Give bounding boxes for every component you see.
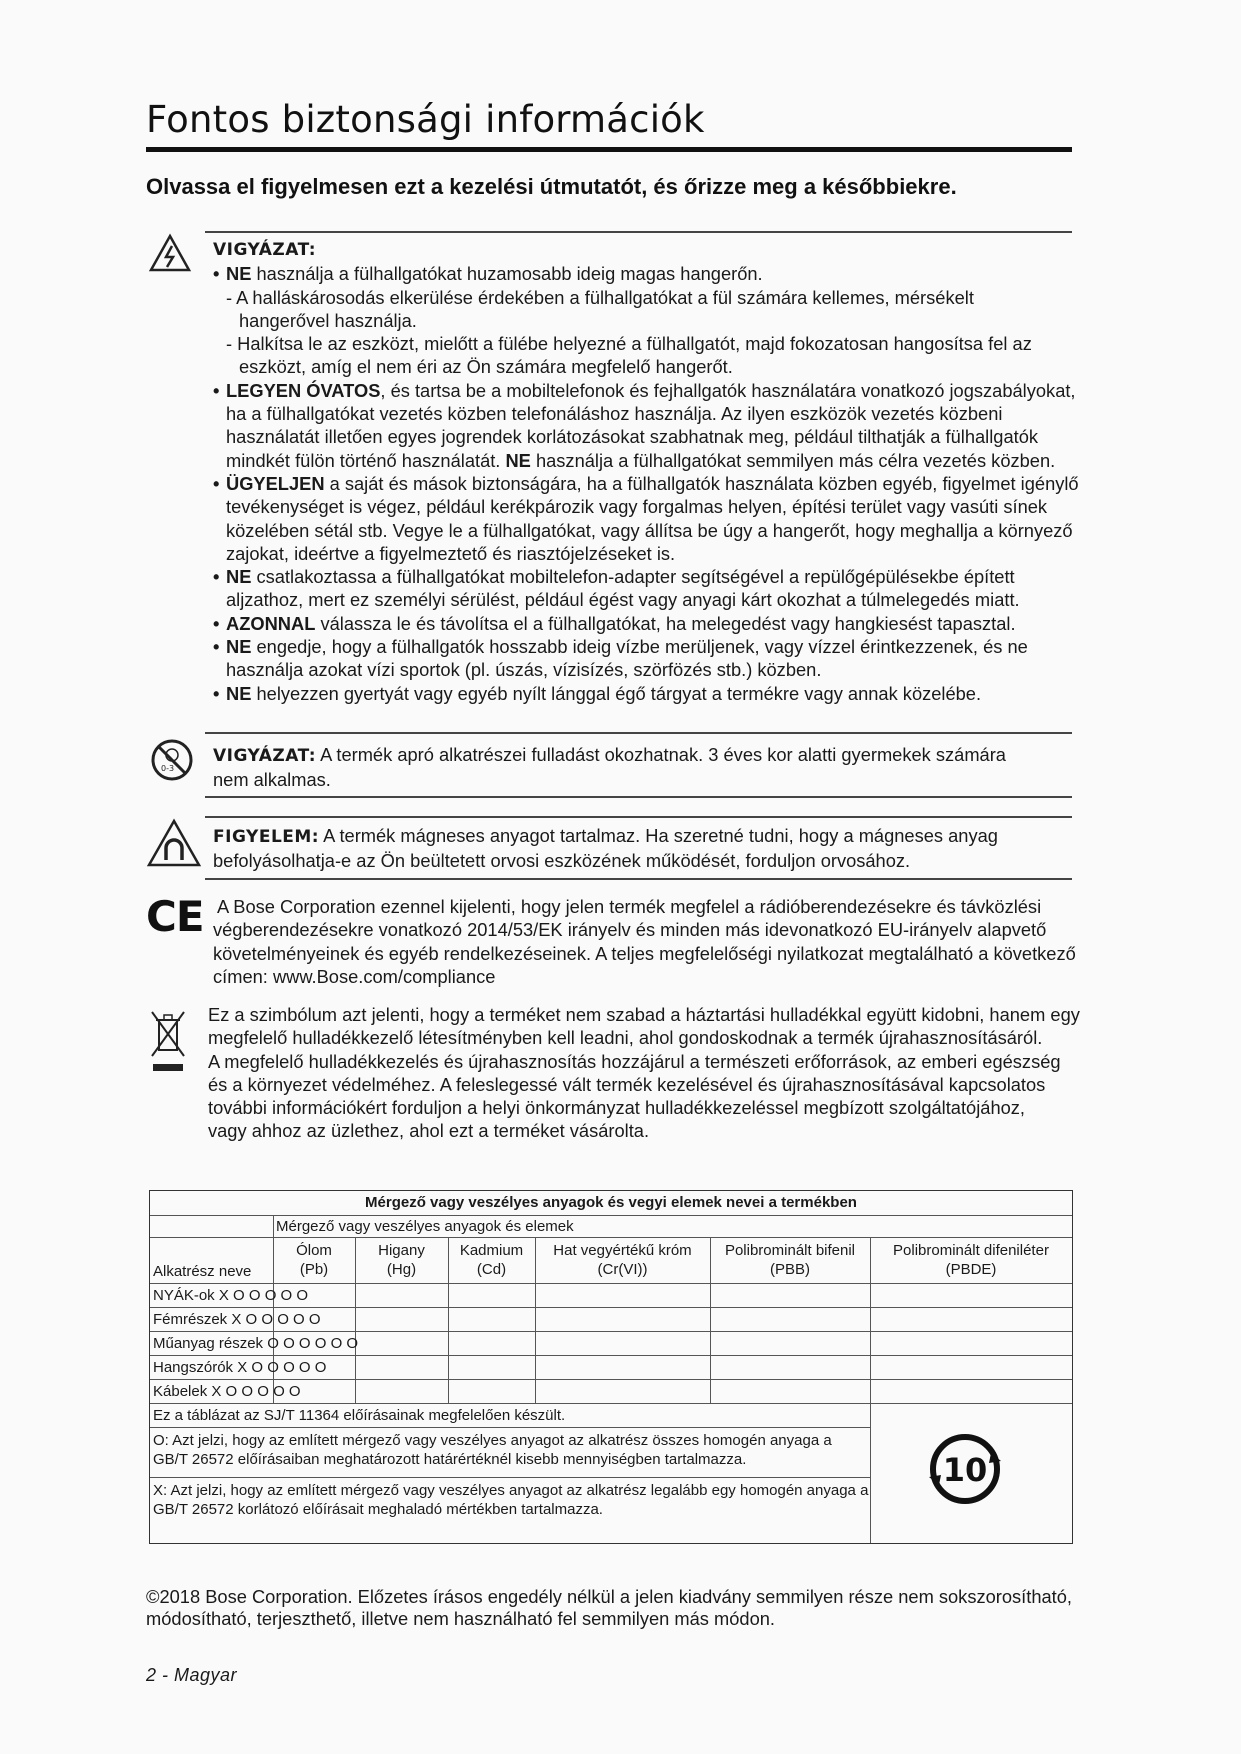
epup-number: 10: [942, 1451, 988, 1489]
copyright-notice: [146, 1586, 1072, 1630]
bullet-text: tevékenységet is végez, például kerékpározik vagy forgalmas helyen, építési terület vagy vasúti sínek: [226, 496, 1048, 518]
bullet-text: a saját és mások biztonságára, ha a fülhallgatók használata közben egyéb, figyelmet igénylő: [324, 472, 1079, 494]
bullet-text: használja a fülhallgatókat huzamosabb ideig magas hangerőn.: [251, 263, 763, 285]
column-header: Ólom (Pb): [296, 1242, 332, 1278]
hazardous-substances-table: [149, 1190, 1073, 1544]
table-row-values: NYÁK-ok X O O O O O: [153, 1287, 309, 1304]
bullet-text: engedje, hogy a fülhallgatók hosszabb ideig vízbe merüljenek, vagy vízzel érintkezzenek, és ne: [251, 636, 1028, 658]
emphasis: NE: [226, 682, 252, 704]
ce-text: követelményeinek és egyéb rendelkezéseinek. A teljes megfelelőségi nyilatkozat megtalálható a következő: [213, 942, 1076, 964]
weee-bin-icon: [149, 1008, 187, 1076]
table-note-o: O: Azt jelzi, hogy az említett mérgező vagy veszélyes anyagot az alkatrész összes homogén anyaga a GB/T 26572 előírásaiban meghatározott határértéknél kisebb mennyiségben tartalmazza.: [153, 1432, 832, 1468]
emphasis: NE: [226, 263, 252, 285]
copyright-text: módosítható, terjeszthető, illetve nem használható fel semmilyen más módon.: [146, 1608, 775, 1629]
copyright-text: ©2018 Bose Corporation. Előzetes írásos engedély nélkül a jelen kiadvány semmilyen része nem sokszorosítható,: [146, 1586, 1072, 1607]
warning-heading: VIGYÁZAT:: [213, 240, 317, 260]
table-row-values: Műanyag részek O O O O O O: [153, 1335, 359, 1352]
caution-text: A termék mágneses anyagot tartalmaz. Ha szeretné tudni, hogy a mágneses anyag: [319, 825, 998, 846]
choking-hazard-icon: [150, 738, 194, 782]
bullet-text: aljzathoz, mert ez személyi sérülést, például égést vagy anyagi kárt okozhat a túlmelegedés miatt.: [226, 589, 1020, 611]
sub-item: - A halláskárosodás elkerülése érdekében a fülhallgatókat a fül számára kellemes, mérsékelt: [226, 286, 974, 308]
weee-text: Ez a szimbólum azt jelenti, hogy a terméket nem szabad a háztartási hulladékkal együtt kidobni, hanem egy: [208, 1004, 1080, 1025]
page-subtitle: Olvassa el figyelmesen ezt a kezelési útmutatót, és őrizze meg a későbbiekre.: [146, 174, 957, 199]
weee-notice: [208, 1003, 1080, 1143]
electric-shock-warning-icon: [148, 233, 192, 273]
bullet-text: válassza le és távolítsa el a fülhallgatókat, ha melegedést vagy hangkiesést tapasztal.: [315, 612, 1016, 634]
table-row-values: Kábelek X O O O O O: [153, 1383, 301, 1400]
page-number: 2 - Magyar: [146, 1665, 238, 1685]
column-header: Higany (Hg): [378, 1242, 425, 1278]
emphasis: NE: [505, 449, 531, 471]
warning-section: VIGYÁZAT: • NE használja a fülhallgatókat huzamosabb ideig magas hangerőn. - A halláskárosodás elkerülése érdekében a fülhallgatókat a fül számára kellemes, mérsékelt hangerővel használja. - Halkítsa le az eszközt, mielőtt a fülébe helyezné a fülhallgatót, majd fokozatosan hangosítsa fel az eszközt, amíg el nem éri az Ön számára megfelelő hangerőt. • LEGYEN ÓVATOS, és tartsa be a mobiltelefonok és fejhallgatók használatára vonatkozó jogszabályokat, ha a fülhallgatókat vezetés közben telefonáláshoz használja. Az ilyen eszközök vezetés közbeni használatát illetően egyes jogrendek korlátozásokat szabhatnak meg, például tilthatják a fülhallgatók mindkét fülön történő használatát. NE használja a fülhallgatókat semmilyen más célra vezetés közben. • ÜGYELJEN a saját és mások biztonságára, ha a fülhallgatók használata közben egyéb, figyelmet igénylő tevékenységet is végez, például kerékpározik vagy forgalmas helyen, építési terület vagy vasúti sínek közelében sétál stb. Vegye le a fülhallgatókat, vagy állítsa be úgy a hangerőt, hogy meghallja a környező zajokat, ideértve a figyelmeztető és riasztójelzéseket is. • NE csatlakoztassa a fülhallgatókat mobiltelefon-adapter segítségével a repülőgépülésekbe épített aljzathoz, mert ez személyi sérülést, például égést vagy anyagi kárt okozhat a túlmelegedés miatt. • AZONNAL válassza le és távolítsa el a fülhallgatókat, ha melegedést vagy hangkiesést tapasztal. • NE engedje, hogy a fülhallgatók hosszabb ideig vízbe merüljenek, vagy vízzel érintkezzenek, és ne használja azokat vízi sportok (pl. úszás, vízisízés, szörfözés stb.) közben. • NE helyezzen gyertyát vagy egyéb nyílt lánggal égő tárgyat a termékre vagy annak közelébe.: [213, 240, 1079, 704]
divider: [205, 732, 1072, 734]
part-column-header: Alkatrész neve: [153, 1263, 252, 1280]
warning-text: nem alkalmas.: [213, 769, 331, 791]
caution-text: befolyásolhatja-e az Ön beültetett orvosi eszközének működését, forduljon orvosához.: [213, 850, 911, 872]
column-header: Polibrominált bifenil (PBB): [724, 1242, 856, 1278]
bullet-text: csatlakoztassa a fülhallgatókat mobiltelefon-adapter segítségével a repülőgépülésekbe épített: [251, 566, 1015, 588]
table-row-values: Hangszórók X O O O O O: [153, 1359, 327, 1376]
divider: [205, 231, 1072, 233]
bullet-text: , és tartsa be a mobiltelefonok és fejhallgatók használatára vonatkozó jogszabályokat,: [380, 379, 1076, 401]
bullet-text: közelében sétál stb. Vegye le a fülhallgatókat, vagy állítsa be úgy a hangerőt, hogy meghallja a környező: [226, 519, 1073, 541]
bullet-text: ha a fülhallgatókat vezetés közben telefonáláshoz használja. Az ilyen eszközök vezetés közbeni: [226, 403, 1003, 425]
age-label: 0-3: [161, 764, 175, 773]
table-row-values: Fémrészek X O O O O O: [153, 1311, 321, 1328]
weee-text: további információkért forduljon a helyi önkormányzat hulladékkezeléssel megbízott szolgáltatójához,: [208, 1097, 1026, 1119]
sub-item: - Halkítsa le az eszközt, mielőtt a fülébe helyezné a fülhallgatót, majd fokozatosan hangosítsa fel az: [226, 333, 1032, 355]
column-header: Polibrominált difeniléter (PBDE): [893, 1242, 1049, 1278]
bullet-text: használja azokat vízi sportok (pl. úszás, vízisízés, szörfözés stb.) közben.: [226, 659, 822, 681]
emphasis: LEGYEN ÓVATOS: [226, 379, 381, 401]
divider: [205, 816, 1072, 818]
magnet-caution: [213, 824, 998, 873]
bullet-text: használja a fülhallgatókat semmilyen más célra vezetés közben.: [530, 449, 1056, 471]
title-rule: [146, 147, 1072, 152]
ce-declaration: [213, 895, 1076, 988]
warning-heading: VIGYÁZAT:: [213, 746, 317, 766]
magnet-caution-icon: [146, 818, 202, 868]
divider: [205, 796, 1072, 798]
emphasis: NE: [226, 636, 252, 658]
warning-text: A termék apró alkatrészei fulladást okozhatnak. 3 éves kor alatti gyermekek számára: [316, 744, 1006, 765]
bullet-text: helyezzen gyertyát vagy egyéb nyílt lánggal égő tárgyat a termékre vagy annak közelébe.: [251, 682, 982, 704]
emphasis: ÜGYELJEN: [226, 472, 325, 494]
caution-heading: FIGYELEM:: [213, 827, 320, 847]
ce-mark-icon: CE: [146, 892, 204, 941]
bullet-text: mindkét fülön történő használatát.: [226, 449, 506, 471]
bullet-text: használatát illetően egyes jogrendek korlátozásokat szabhatnak meg, például tilthatják a fülhallgatók: [226, 426, 1038, 448]
ce-text: címen: www.Bose.com/compliance: [213, 965, 496, 987]
divider: [205, 878, 1072, 880]
sub-item: hangerővel használja.: [239, 309, 417, 331]
bullet-text: zajokat, ideértve a figyelmeztető és riasztójelzéseket is.: [226, 542, 676, 564]
table-note-x: X: Azt jelzi, hogy az említett mérgező vagy veszélyes anyagot az alkatrész legalább egy homogén anyaga a GB/T 26572 korlátozó előírásait meghaladó mértékben tartalmazza.: [153, 1482, 869, 1518]
table-subheader: Mérgező vagy veszélyes anyagok és elemek: [276, 1218, 574, 1235]
weee-text: és a környezet védelméhez. A feleslegessé vált termék kezelésével és újrahasznosításával kapcsolatos: [208, 1073, 1046, 1095]
weee-text: vagy ahhoz az üzlethez, ahol ezt a terméket vásárolta.: [208, 1120, 650, 1142]
ce-text: végberendezésekre vonatkozó 2014/53/EK irányelv és minden más idevonatkozó EU-irányelv alapvető: [213, 919, 1047, 941]
sub-item: eszközt, amíg el nem éri az Ön számára megfelelő hangerőt.: [239, 356, 733, 378]
emphasis: AZONNAL: [226, 612, 316, 634]
table-title: Mérgező vagy veszélyes anyagok és vegyi elemek nevei a termékben: [365, 1194, 857, 1211]
weee-text: megfelelő hulladékkezelő létesítményben kell leadni, ahol gondoskodnak a termék újrahasznosításáról.: [208, 1027, 1043, 1049]
emphasis: NE: [226, 566, 252, 588]
table-note-sj: Ez a táblázat az SJ/T 11364 előírásainak megfelelően készült.: [153, 1407, 566, 1424]
page-title: Fontos biztonsági információk: [146, 98, 705, 141]
col-divider: [870, 1237, 871, 1543]
choking-warning: [213, 743, 1006, 792]
epup-10-years-icon: [927, 1431, 1003, 1507]
weee-text: A megfelelő hulladékkezelés és újrahasznosítás hozzájárul a természeti erőforrások, az emberi egészség: [208, 1050, 1061, 1072]
ce-text: A Bose Corporation ezennel kijelenti, hogy jelen termék megfelel a rádióberendezésekre és távközlési: [217, 896, 1042, 917]
column-header: Kadmium (Cd): [459, 1242, 524, 1278]
column-header: Hat vegyértékű króm (Cr(VI)): [553, 1242, 692, 1278]
